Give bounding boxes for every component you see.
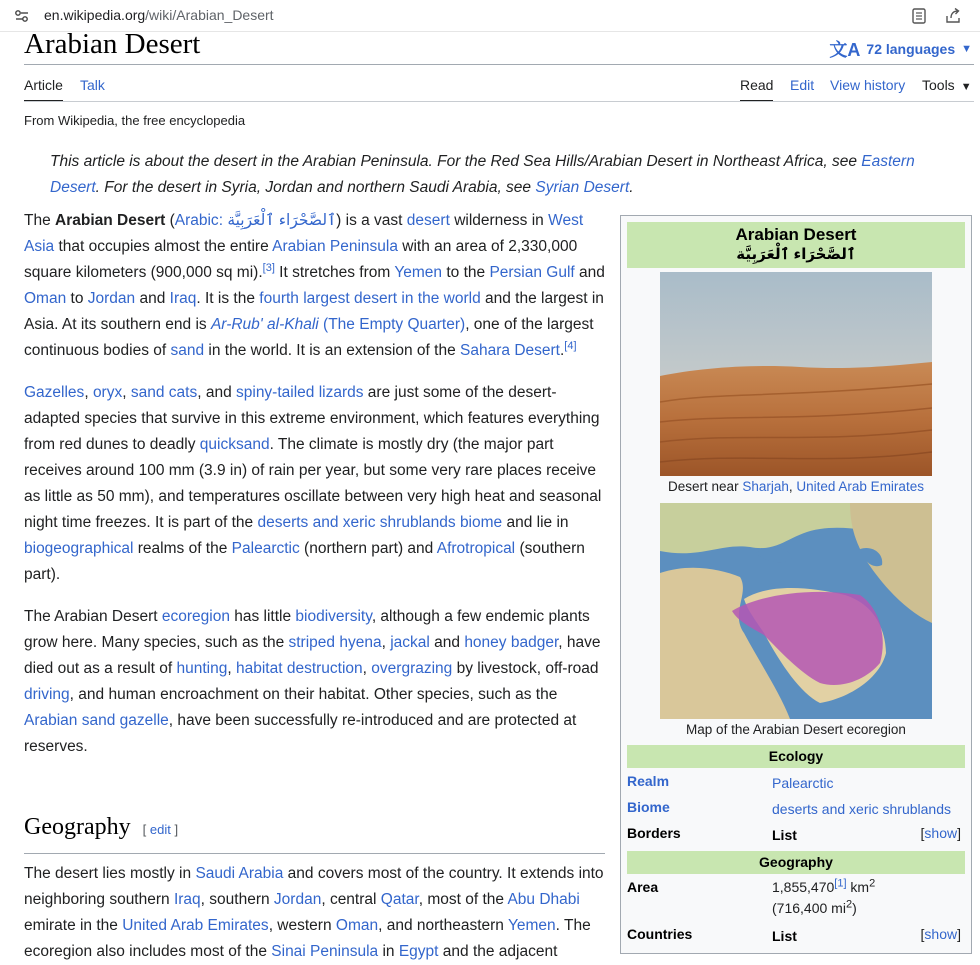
text: , most of the [418,891,508,908]
text: . The climate is mostly dry (the major part receives around 100 mm (3.9 in) of rain per year, but some very rare places receive as little as 50 mm), and temperatures oscillate between very high heat and seasonal night time freezes. It is part of the [24,436,602,531]
text: and the adjacent [438,943,558,960]
link-syrian-desert[interactable]: Syrian Desert [535,179,630,196]
text: . [559,342,565,359]
text: , [84,384,93,401]
fauna-paragraph [24,380,609,588]
infobox [620,215,972,954]
link-saudi-arabia[interactable]: Saudi Arabia [195,865,284,882]
tab-edit[interactable]: Edit [790,77,815,93]
caption-text: , [788,479,797,494]
link-oman[interactable]: Oman [335,917,379,934]
bracket: ] [170,822,179,837]
page-title: Arabian Desert [24,28,201,60]
caption-text: Desert near [668,479,743,494]
text: that occupies almost the entire [54,238,273,255]
countries-label: Countries [627,926,693,942]
link-striped-hyena[interactable]: striped hyena [288,634,382,651]
link-west-asia[interactable]: West Asia [24,212,584,255]
link-yemen[interactable]: Yemen [394,264,443,281]
area-value [772,877,875,919]
show-link[interactable]: show [924,926,958,942]
page-tabs [24,76,972,102]
area-mi-close: ) [852,900,857,916]
link-uae[interactable]: United Arab Emirates [796,479,924,494]
link-overgrazing[interactable]: overgrazing [371,660,453,677]
site-settings-icon[interactable] [14,8,30,24]
ecoregion-map[interactable] [660,503,932,719]
text: , [381,634,391,651]
link-afrotropical[interactable]: Afrotropical [436,540,516,557]
text: , and human encroachment on their habitat. Other species, such as the [69,686,558,703]
text: and covers most of the country. It extends into neighboring southern [24,865,604,908]
bracket: [ [920,926,925,942]
link-desert[interactable]: desert [406,212,450,229]
hatnote-text: . [629,179,634,196]
text: in [378,943,399,960]
link-qatar[interactable]: Qatar [380,891,419,908]
link-jordan[interactable]: Jordan [87,290,136,307]
link-largest-deserts[interactable]: fourth largest desert in the world [259,290,481,307]
photo-caption [627,479,965,494]
area-unit: km [846,879,870,895]
text: and [574,264,605,281]
link-egypt[interactable]: Egypt [398,943,439,960]
link-palearctic[interactable]: Palearctic [231,540,300,557]
tab-article[interactable]: Article [24,76,63,102]
edit-section [143,822,178,837]
text: , southern [200,891,274,908]
text: . It is the [196,290,260,307]
ecoregion-paragraph [24,604,609,760]
article-body [24,208,609,776]
link-gazelles[interactable]: Gazelles [24,384,85,401]
text: (southern part). [24,540,585,583]
link-jordan[interactable]: Jordan [273,891,322,908]
biome-value[interactable]: deserts and xeric shrublands [772,801,951,817]
text: to [66,290,88,307]
share-icon[interactable] [944,7,962,25]
url-text[interactable] [44,7,274,23]
link-uae[interactable]: United Arab Emirates [122,917,269,934]
tab-read[interactable]: Read [740,76,773,102]
hatnote [50,149,950,201]
chevron-down-icon: ▼ [960,81,972,93]
superscript: 2 [845,898,853,911]
text: , have died out as a result of [24,634,601,677]
citation-3[interactable]: [3] [262,261,275,274]
link-hunting[interactable]: hunting [176,660,228,677]
text: , and northeastern [378,917,508,934]
link-arabian-sand-gazelle[interactable]: Arabian sand gazelle [24,712,169,729]
reader-mode-icon[interactable] [910,7,928,25]
link-rub-al-khali[interactable]: Ar-Rub' al-Khali [210,316,319,333]
link-ecoregion[interactable]: ecoregion [161,608,230,625]
link-sharjah[interactable]: Sharjah [742,479,789,494]
countries-show-toggle[interactable] [921,926,961,942]
link-xeric-biome[interactable]: deserts and xeric shrublands biome [257,514,503,531]
text: has little [229,608,296,625]
text: and [135,290,170,307]
link-persian-gulf[interactable]: Persian Gulf [489,264,575,281]
link-oman[interactable]: Oman [24,290,67,307]
text: , western [268,917,336,934]
ecology-header: Ecology [627,745,965,768]
desert-photo[interactable] [660,272,932,476]
map-caption: Map of the Arabian Desert ecoregion [686,722,906,737]
link-sinai-peninsula[interactable]: Sinai Peninsula [271,943,379,960]
link-eastern-desert[interactable]: Eastern Desert [50,153,915,196]
citation-1[interactable]: [1] [834,877,847,890]
bracket: [ [920,825,925,841]
borders-show-toggle[interactable] [921,825,961,841]
citation-4[interactable]: [4] [564,339,577,352]
site-tagline: From Wikipedia, the free encyclopedia [24,113,246,128]
text: , one of the largest continuous bodies of [24,316,594,359]
text: , although a few endemic plants grow here. Many species, such as the [24,608,590,651]
chevron-down-icon: ▼ [961,43,972,55]
languages-label: 72 languages [866,41,956,57]
link-jackal[interactable]: jackal [390,634,430,651]
hatnote-text: This article is about the desert in the Arabian Peninsula. For the Red Sea Hills/Arabian Desert in Northeast Africa, see [50,153,862,170]
article-subject: Arabian Desert [55,212,166,229]
tab-talk[interactable]: Talk [80,77,105,93]
link-abu-dhabi[interactable]: Abu Dhabi [507,891,580,908]
link-sand[interactable]: sand [170,342,205,359]
area-label: Area [627,879,659,895]
biome-label[interactable]: Biome [627,799,670,815]
geography-header: Geography [627,851,965,874]
section-heading-geography [24,814,605,854]
tools-label: Tools [922,77,955,93]
bracket: [ [142,822,150,837]
text: to the [442,264,490,281]
link-arabian-peninsula[interactable]: Arabian Peninsula [272,238,398,255]
bracket: ] [957,825,961,841]
languages-button[interactable] [829,36,972,62]
link-iraq[interactable]: Iraq [173,891,201,908]
infobox-title-ar: ٱلصَّحْرَاء ٱلْعَرَبِيَّة [736,246,856,263]
link-biogeographical[interactable]: biogeographical [24,540,134,557]
text: , [122,384,131,401]
text: , and [197,384,236,401]
translate-icon: 文A [829,40,861,60]
text: The [24,212,56,229]
realm-value[interactable]: Palearctic [772,775,834,791]
text: The desert lies mostly in [24,865,196,882]
tabs-divider [24,101,974,102]
edit-section-link[interactable]: edit [149,822,171,837]
text: . The ecoregion also includes most of the [24,917,591,960]
link-habitat-destruction[interactable]: habitat destruction [236,660,363,677]
hatnote-text: . For the desert in Syria, Jordan and northern Saudi Arabia, see [95,179,536,196]
text: , [227,660,236,677]
countries-value: List [772,928,797,944]
realm-label[interactable]: Realm [627,773,670,789]
text: wilderness in [449,212,549,229]
text: and lie in [502,514,569,531]
link-iraq[interactable]: Iraq [169,290,197,307]
url-host: en.wikipedia.org [44,7,146,23]
show-link[interactable]: show [924,825,958,841]
title-divider [24,64,974,65]
text: , [362,660,372,677]
text: ( [165,212,175,229]
geography-paragraph [24,861,609,965]
text: It stretches from [274,264,395,281]
arabic-name: : ٱلصَّحْرَاء ٱلْعَرَبِيَّة [218,212,337,229]
text: and [429,634,465,651]
text: , have been successfully re-introduced and are protected at reserves. [24,712,577,755]
intro-paragraph [24,208,609,364]
link-yemen[interactable]: Yemen [507,917,556,934]
text: ) is a vast [336,212,407,229]
tab-view-history[interactable]: View history [830,77,906,93]
link-arabic[interactable]: Arabic [174,212,219,229]
infobox-title-en: Arabian Desert [735,225,857,244]
text: realms of the [133,540,232,557]
text: and the largest in Asia. At its southern end is [24,290,604,333]
text: with an area of 2,330,000 square kilometers (900,000 sq mi). [24,238,578,281]
link-quicksand[interactable]: quicksand [199,436,270,453]
section-title: Geography [24,814,131,840]
borders-value: List [772,827,797,843]
text: emirate in the [24,917,123,934]
link-sahara[interactable]: Sahara Desert [460,342,560,359]
link-oryx[interactable]: oryx [92,384,123,401]
link-empty-quarter[interactable]: (The Empty Quarter) [318,316,466,333]
link-spiny-tailed-lizards[interactable]: spiny-tailed lizards [236,384,364,401]
text: are just some of the desert-adapted species that survive in this extreme environment, which features everything from red dunes to deadly [24,384,600,453]
text: , central [321,891,381,908]
link-driving[interactable]: driving [24,686,70,703]
text: in the world. It is an extension of the [204,342,461,359]
link-biodiversity[interactable]: biodiversity [295,608,372,625]
link-honey-badger[interactable]: honey badger [464,634,559,651]
tools-menu[interactable] [922,76,972,102]
url-path: /wiki/Arabian_Desert [145,7,274,23]
area-mi: (716,400 mi [772,900,846,916]
text: (northern part) and [299,540,437,557]
link-sand-cats[interactable]: sand cats [130,384,198,401]
bracket: ] [957,926,961,942]
area-km: 1,855,470 [772,879,835,895]
text: The Arabian Desert [24,608,162,625]
superscript: 2 [869,877,876,890]
infobox-title [627,222,965,268]
text: by livestock, off-road [452,660,599,677]
borders-label: Borders [627,825,681,841]
